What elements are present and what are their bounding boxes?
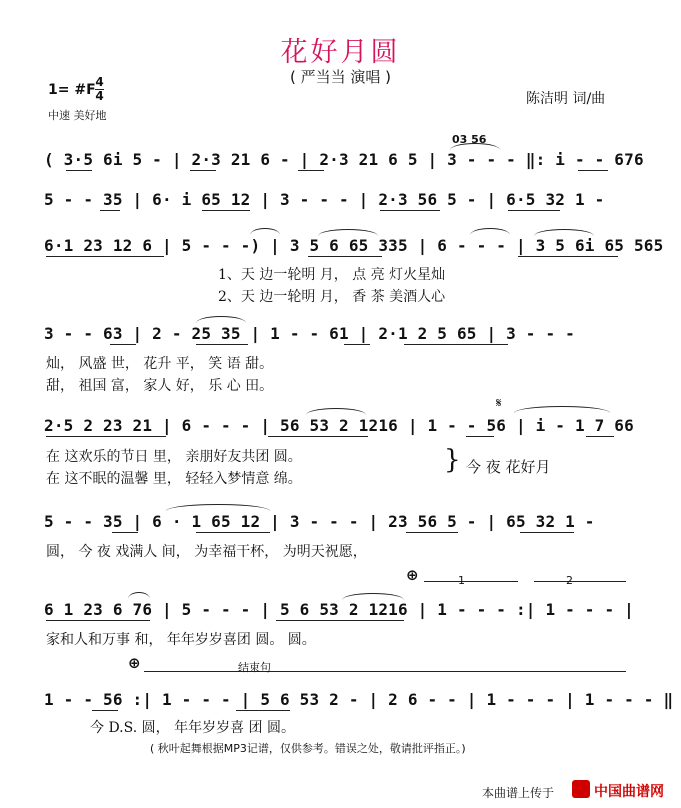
song-title: 花好月圆 [280, 37, 401, 68]
key-signature: 1= #F [48, 82, 96, 98]
tempo-marking: 中速 美好地 [48, 109, 107, 122]
lyrics-line-4a: 灿， 风盛 世， 花升 平， 笑 语 甜。 [46, 356, 274, 372]
segno-sign: 𝄋 [496, 396, 502, 411]
time-signature [95, 76, 104, 103]
score-line-3: 6·1 23 12 6 | 5 - - -) | 3 5 6 65 335 | 6 - - - | 3 5 6i 65 565 [44, 236, 664, 255]
time-numerator: 4 [95, 75, 104, 89]
lyrics-line-4b: 甜， 祖国 富， 家人 好， 乐 心 田。 [46, 378, 274, 394]
pickup-notes: 03 56 [452, 133, 487, 146]
score-line-2: 5 - - 35 | 6· i 65 12 | 3 - - - | 2·3 56 5 - | 6·5 32 1 - [44, 190, 605, 209]
lyrics-line-5c: 今 夜 花好月 [466, 458, 551, 476]
lyrics-line-5b: 在 这不眠的温馨 里， 轻轻入梦情意 绵。 [46, 471, 302, 487]
lyrics-line-8: 今 D.S. 圆， 年年岁岁喜 团 圆。 [90, 720, 295, 736]
performer-line: ( 严当当 演唱 ) [289, 68, 391, 86]
score-line-1: ( 3·5 6i 5 - | 2·3 21 6 - | 2·3 21 6 5 | 3 - - - ‖: i - - 676 [44, 150, 644, 169]
lyrics-line-3b: 2、天 边一轮明 月， 香 茶 美酒人心 [218, 289, 446, 305]
site-name-link[interactable]: 中国曲谱网 [594, 784, 664, 800]
coda-sign-1: ⊕ [406, 566, 419, 584]
volta-2: 2 [566, 574, 573, 587]
score-line-8: 1 - - 56 :| 1 - - - | 5 6 53 2 - | 2 6 - - | 1 - - - | 1 - - - ‖ [44, 690, 674, 709]
site-logo-icon [572, 780, 590, 798]
end-section-label: 结束句 [238, 661, 271, 674]
lyrics-line-7: 家和人和万事 和， 年年岁岁喜团 圆。 圆。 [46, 632, 316, 648]
lyrics-line-3a: 1、天 边一轮明 月， 点 亮 灯火星灿 [218, 267, 446, 283]
score-line-4: 3 - - 63 | 2 - 25 35 | 1 - - 61 | 2·1 2 5 65 | 3 - - - [44, 324, 575, 343]
credits: 陈洁明 词/曲 [526, 91, 606, 107]
coda-sign-2: ⊕ [128, 654, 141, 672]
upload-label: 本曲谱上传于 [482, 786, 555, 800]
time-denominator: 4 [95, 89, 104, 103]
transcriber-note: ( 秋叶起舞根据MP3记谱，仅供参考。错误之处，敬请批评指正。) [150, 742, 466, 755]
lyrics-line-6: 圆， 今 夜 戏满人 间， 为幸福干杯， 为明天祝愿， [46, 544, 367, 560]
score-line-7: 6 1 23 6 76 | 5 - - - | 5 6 53 2 1216 | 1 - - - :| 1 - - - | [44, 600, 634, 619]
volta-1: 1 [458, 574, 465, 587]
score-line-5: 2·5 2 23 21 | 6 - - - | 56 53 2 1216 | 1 - - 56 | i - 1 7 66 [44, 416, 634, 435]
lyrics-line-5a: 在 这欢乐的节日 里， 亲朋好友共团 圆。 [46, 449, 302, 465]
score-line-6: 5 - - 35 | 6 · 1 65 12 | 3 - - - | 23 56 5 - | 65 32 1 - [44, 512, 595, 531]
